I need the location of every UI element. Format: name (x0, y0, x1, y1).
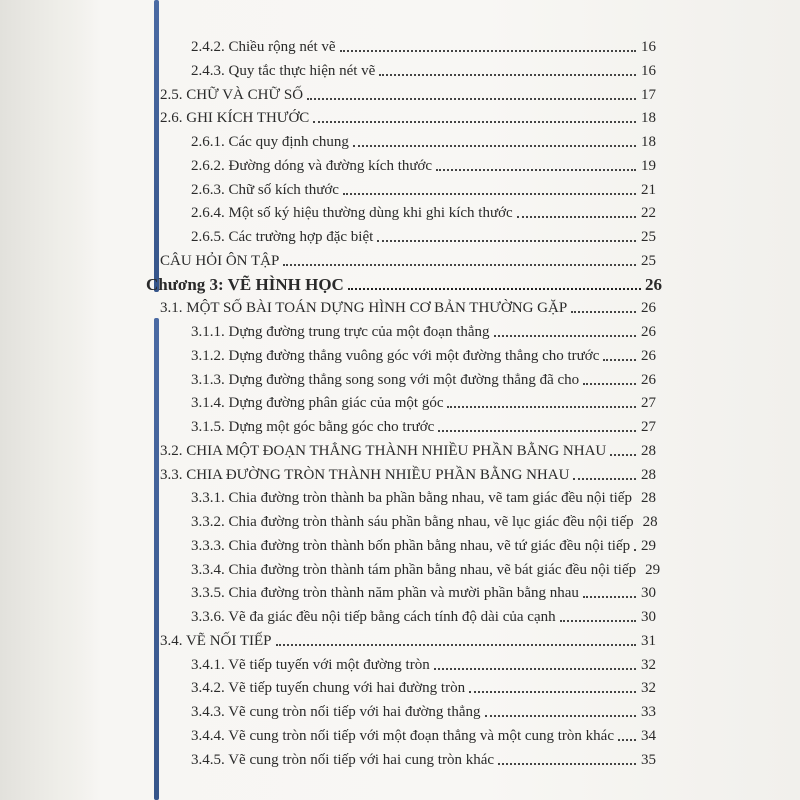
page-number: 21 (641, 181, 656, 198)
page-number: 29 (641, 537, 656, 554)
subsection-row (191, 584, 656, 602)
subsection-row (191, 418, 656, 436)
subsection-row (191, 679, 656, 697)
section-row (160, 466, 656, 484)
dot-leader (348, 287, 641, 290)
subsection-row (191, 656, 656, 674)
entry-title: 3.4.4. Vẽ cung tròn nối tiếp với một đoạn thẳng và một cung tròn khác (191, 727, 614, 744)
entry-title: 2.6.2. Đường dóng và đường kích thước (191, 157, 433, 174)
page-number: 28 (641, 466, 656, 483)
entry-title: 2.4.2. Chiều rộng nét vẽ (191, 39, 336, 55)
dot-leader (573, 477, 636, 480)
entry-title: 3.1.5. Dựng một góc bằng góc cho trước (191, 419, 435, 435)
dot-leader (340, 49, 636, 52)
page-number: 32 (641, 656, 656, 673)
entry-title: 3.4.1. Vẽ tiếp tuyến với một đường tròn (191, 656, 430, 673)
entry-title: 2.6.3. Chữ số kích thước (191, 181, 339, 198)
entry-title: 2.6.5. Các trường hợp đặc biệt (191, 229, 374, 245)
dot-leader (603, 358, 636, 361)
section-row (160, 632, 656, 650)
page-number: 28 (641, 490, 656, 507)
entry-title: CÂU HỎI ÔN TẬP (160, 252, 280, 269)
section-row (160, 252, 656, 270)
page-number: 35 (641, 751, 656, 768)
entry-title: 2.6.4. Một số ký hiệu thường dùng khi ghi kích thước (191, 205, 513, 222)
page-number: 16 (641, 39, 656, 55)
page-number: 32 (641, 680, 656, 697)
page-number: 28 (642, 514, 658, 530)
entry-title: 3.4. VẼ NỐI TIẾP (160, 632, 272, 649)
subsection-row (191, 181, 656, 199)
page-number: 26 (641, 324, 656, 340)
page-number: 33 (641, 704, 656, 720)
page-number: 26 (641, 300, 656, 317)
entry-title: 2.5. CHỮ VÀ CHỮ SỐ (160, 86, 304, 103)
entry-title: 2.6. GHI KÍCH THƯỚC (160, 110, 310, 127)
subsection-row (191, 62, 656, 80)
page-number: 25 (641, 229, 656, 245)
dot-leader (447, 405, 636, 408)
entry-title: 3.4.2. Vẽ tiếp tuyến chung với hai đường tròn (191, 680, 466, 697)
dot-leader (343, 192, 636, 195)
page-number: 18 (641, 134, 656, 150)
page-number: 19 (641, 157, 656, 174)
subsection-row (191, 371, 656, 389)
dot-leader (618, 738, 636, 741)
entry-title: 3.1.3. Dựng đường thẳng song song với một đường thẳng đã cho (191, 371, 580, 388)
page-number: 25 (641, 252, 656, 269)
entry-title: 2.6.1. Các quy định chung (191, 134, 349, 150)
page-number: 26 (645, 274, 662, 294)
entry-title: 3.3.4. Chia đường tròn thành tám phần bằng nhau, vẽ bát giác đều nội tiếp (191, 561, 637, 578)
section-row (160, 109, 656, 127)
dot-leader (494, 334, 636, 337)
entry-title: 3.3.1. Chia đường tròn thành ba phần bằng nhau, vẽ tam giác đều nội tiếp (191, 490, 632, 507)
subsection-row (191, 537, 656, 555)
entry-title: 3.1. MỘT SỐ BÀI TOÁN DỰNG HÌNH CƠ BẢN THƯỜNG GẶP (160, 300, 568, 317)
dot-leader (498, 762, 636, 765)
page-number: 16 (641, 62, 656, 79)
subsection-row (191, 38, 656, 56)
dot-leader (353, 144, 636, 147)
page-number: 31 (641, 632, 656, 649)
entry-title: 3.3.5. Chia đường tròn thành năm phần và mười phần bằng nhau (191, 585, 579, 602)
dot-leader (436, 168, 636, 171)
page-number: 27 (641, 419, 656, 435)
dot-leader (610, 453, 636, 456)
subsection-row (191, 703, 656, 721)
subsection-row (191, 228, 656, 246)
entry-title: 3.3. CHIA ĐƯỜNG TRÒN THÀNH NHIỀU PHẦN BẰNG NHAU (160, 466, 570, 483)
entry-title: 3.3.6. Vẽ đa giác đều nội tiếp bằng cách tính độ dài của cạnh (191, 609, 556, 625)
entry-title: 3.2. CHIA MỘT ĐOẠN THẲNG THÀNH NHIỀU PHẦN BẰNG NHAU (160, 442, 607, 459)
subsection-row (191, 727, 656, 745)
dot-leader (485, 714, 636, 717)
subsection-row (191, 608, 656, 626)
dot-leader (276, 643, 636, 646)
subsection-row (191, 204, 656, 222)
page-number: 26 (641, 347, 656, 364)
page-number: 28 (641, 442, 656, 459)
dot-leader (377, 239, 636, 242)
page-number: 17 (641, 86, 656, 103)
subsection-row (191, 133, 656, 151)
dot-leader (307, 97, 636, 100)
dot-leader (571, 310, 636, 313)
entry-title: 3.3.3. Chia đường tròn thành bốn phần bằng nhau, vẽ tứ giác đều nội tiếp (191, 537, 631, 554)
page-number: 34 (641, 727, 656, 744)
page-number: 27 (641, 395, 656, 412)
subsection-row (191, 157, 656, 175)
dot-leader (438, 429, 636, 432)
entry-title: 3.1.1. Dựng đường trung trực của một đoạn thẳng (191, 324, 490, 340)
dot-leader (517, 215, 636, 218)
dot-leader (560, 619, 636, 622)
dot-leader (283, 263, 636, 266)
subsection-row (191, 513, 656, 531)
entry-title: 3.4.3. Vẽ cung tròn nối tiếp với hai đường thẳng (191, 704, 481, 720)
page-number: 29 (645, 561, 661, 578)
page-number: 18 (641, 110, 656, 127)
section-row (160, 442, 656, 460)
subsection-row (191, 561, 661, 579)
entry-title: 2.4.3. Quy tắc thực hiện nét vẽ (191, 62, 376, 79)
subsection-row (191, 394, 656, 412)
page-number: 22 (641, 205, 656, 222)
subsection-row (191, 347, 656, 365)
dot-leader (379, 73, 636, 76)
entry-title: 3.3.2. Chia đường tròn thành sáu phần bằng nhau, vẽ lục giác đều nội tiếp (191, 514, 634, 530)
entry-title: 3.1.4. Dựng đường phân giác của một góc (191, 395, 444, 412)
dot-leader (313, 120, 636, 123)
entry-title: 3.4.5. Vẽ cung tròn nối tiếp với hai cung tròn khác (191, 751, 495, 768)
page-number: 30 (641, 609, 656, 625)
subsection-row (191, 323, 656, 341)
dot-leader (634, 548, 636, 551)
entry-title: 3.1.2. Dựng đường thẳng vuông góc với một đường thẳng cho trước (191, 347, 600, 364)
dot-leader (469, 690, 636, 693)
subsection-row (191, 751, 656, 769)
dot-leader (583, 382, 636, 385)
dot-leader (434, 667, 636, 670)
section-row (160, 86, 656, 104)
section-row (160, 299, 656, 317)
page-number: 26 (641, 371, 656, 388)
subsection-row (191, 489, 656, 507)
chapter-heading-row (146, 276, 662, 294)
page-number: 30 (641, 585, 656, 602)
entry-title: Chương 3: VẼ HÌNH HỌC (146, 274, 344, 294)
dot-leader (583, 595, 636, 598)
